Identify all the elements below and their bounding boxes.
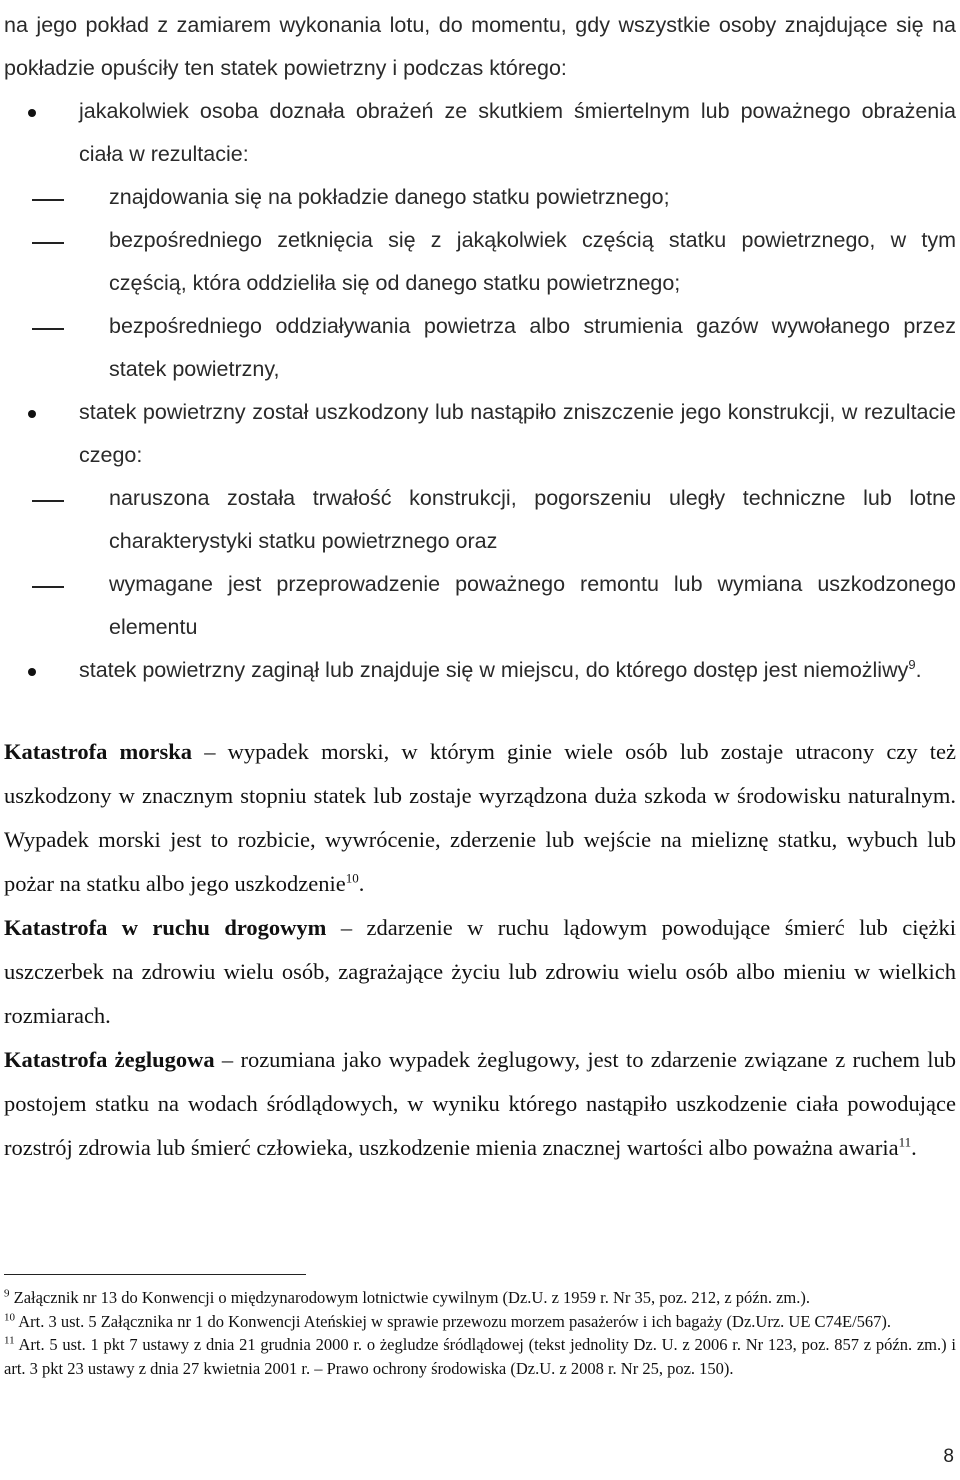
dash-text: znajdowania się na pokładzie danego statku powietrznego; [109, 185, 670, 209]
bullet-icon [28, 410, 36, 418]
definitions-section [4, 730, 956, 1170]
bullet-icon [28, 109, 36, 117]
dash-text: wymagane jest przeprowadzenie poważnego remontu lub wymiana uszkodzonego elementu [109, 572, 956, 639]
bullet-icon [28, 668, 36, 676]
dash-item [4, 305, 956, 391]
footnote-text: Załącznik nr 13 do Konwencji o międzynarodowym lotnictwie cywilnym (Dz.U. z 1959 r. Nr 35, poz. 212, z późn. zm.). [9, 1288, 811, 1307]
definition-end: . [358, 871, 365, 896]
footnote-11 [4, 1333, 956, 1380]
dash-icon [32, 586, 64, 588]
definition-dash: – [192, 739, 228, 764]
dash-text: naruszona została trwałość konstrukcji, pogorszeniu uległy techniczne lub lotne charakterystyki statku powietrznego oraz [109, 486, 956, 553]
definition-text: rozumiana jako wypadek żeglugowy, jest to zdarzenie związane z ruchem lub postojem statku na wodach śródlądowych, w wyniku którego nastąpiło uszkodzenie ciała powodujące rozstrój zdrowia lub śmierć człowieka, uszkodzenie mienia znacznej wartości albo poważna awaria [4, 1047, 956, 1160]
footnote-number: 10 [4, 1311, 15, 1323]
footnote-number: 9 [4, 1287, 10, 1300]
definition-text: wypadek morski, w którym ginie wiele osób lub zostaje utracony czy też uszkodzony w znacznym stopniu statek lub zostaje wyrządzona duża szkoda w środowisku naturalnym. Wypadek morski jest to rozbicie, wywrócenie, zderzenie lub wejście na mieliznę statku, wybuch lub pożar na statku albo jego uszkodzenie [4, 739, 956, 896]
definition-term: Katastrofa żeglugowa [4, 1047, 215, 1072]
dash-icon [32, 328, 64, 330]
footnote-divider [4, 1274, 306, 1275]
bullet-item [4, 649, 956, 692]
definition-text: zdarzenie w ruchu lądowym powodujące śmierć lub ciężki uszczerbek na zdrowiu wielu osób, zagrażające życiu lub zdrowiu wielu osób albo mieniu w wielkich rozmiarach. [4, 915, 956, 1028]
definition-maritime [4, 730, 956, 906]
bullet-text: statek powietrzny został uszkodzony lub nastąpiło zniszczenie jego konstrukcji, w rezultacie czego: [79, 400, 956, 467]
footnote-text: Art. 5 ust. 1 pkt 7 ustawy z dnia 21 grudnia 2000 r. o żegludze śródlądowej (tekst jednolity Dz. U. z 2006 r. Nr 123, poz. 857 z późn. zm.) i art. 3 pkt 23 ustawy z dnia 27 kwietnia 2001 r. – Prawo ochrony środowiska (Dz.U. z 2008 r. Nr 25, poz. 150). [4, 1335, 956, 1378]
dash-item [4, 477, 956, 563]
footnotes-section [4, 1286, 956, 1380]
dash-icon [32, 242, 64, 244]
dash-item [4, 219, 956, 305]
definition-term: Katastrofa w ruchu drogowym [4, 915, 327, 940]
footnote-10 [4, 1310, 956, 1334]
bullet-item [4, 90, 956, 176]
dash-text: bezpośredniego oddziaływania powietrza albo strumienia gazów wywołanego przez statek powietrzny, [109, 314, 956, 381]
definition-shipping [4, 1038, 956, 1170]
footnote-text: Art. 3 ust. 5 Załącznika nr 1 do Konwencji Ateńskiej w sprawie przewozu morzem pasażerów i ich bagaży (Dz.Urz. UE C74E/567). [15, 1311, 892, 1331]
definition-road [4, 906, 956, 1038]
footnote-9 [4, 1286, 956, 1310]
bullet-item [4, 391, 956, 477]
definition-end: . [911, 1135, 917, 1160]
page-number: 8 [943, 1446, 954, 1467]
footnote-ref[interactable]: 9 [908, 656, 916, 672]
dash-item [4, 176, 956, 219]
definition-term: Katastrofa morska [4, 739, 193, 764]
definition-dash: – [326, 915, 367, 940]
footnote-ref[interactable]: 11 [898, 1134, 912, 1150]
definition-dash: – [214, 1047, 241, 1072]
bullet-text: statek powietrzny zaginął lub znajduje się w miejscu, do którego dostęp jest niemożliwy [79, 658, 909, 682]
bullet-text: jakakolwiek osoba doznała obrażeń ze skutkiem śmiertelnym lub poważnego obrażenia ciała w rezultacie: [79, 99, 956, 166]
dash-icon [32, 500, 64, 502]
footnote-number: 11 [4, 1334, 15, 1347]
bullet-end: . [915, 658, 922, 682]
intro-paragraph: na jego pokład z zamiarem wykonania lotu, do momentu, gdy wszystkie osoby znajdujące się na pokładzie opuściły ten statek powietrzny i podczas którego: [4, 13, 956, 80]
dash-item [4, 563, 956, 649]
aviation-accident-definition [4, 4, 956, 692]
dash-icon [32, 199, 64, 201]
footnote-ref[interactable]: 10 [345, 870, 359, 886]
dash-text: bezpośredniego zetknięcia się z jakąkolwiek częścią statku powietrznego, w tym częścią, która oddzieliła się od danego statku powietrznego; [109, 228, 956, 295]
